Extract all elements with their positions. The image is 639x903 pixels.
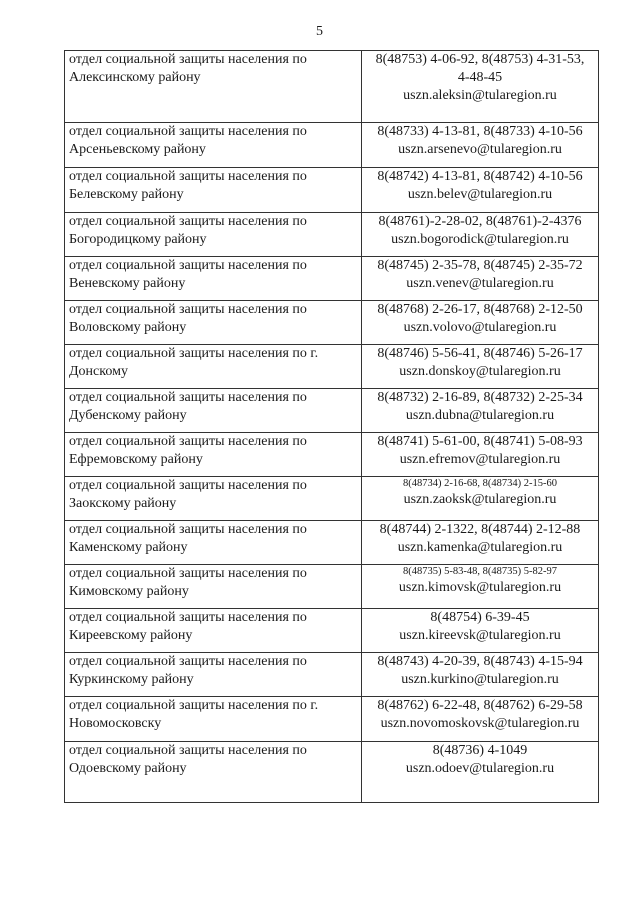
contact-cell [362, 345, 599, 389]
phone-numbers: 8(48741) 5-61-00, 8(48741) 5-08-93 [377, 434, 583, 449]
department-cell [65, 653, 362, 697]
table-row [65, 257, 599, 301]
email-address: uszn.kireevsk@tularegion.ru [399, 628, 561, 643]
district-name: Куркинскому району [69, 672, 194, 687]
email-address: uszn.dubna@tularegion.ru [405, 408, 555, 423]
email-address: uszn.kamenka@tularegion.ru [397, 540, 563, 555]
email-address: uszn.efremov@tularegion.ru [399, 452, 561, 467]
department-cell [65, 301, 362, 345]
phone-numbers: 8(48754) 6-39-45 [430, 610, 530, 625]
district-name: Богородицкому району [69, 232, 207, 247]
contact-cell [362, 433, 599, 477]
phone-numbers: 8(48736) 4-1049 [432, 743, 528, 758]
department-name: отдел социальной защиты населения по [69, 522, 307, 537]
district-name: Донскому [69, 364, 128, 379]
table-row [65, 433, 599, 477]
contacts-table [64, 50, 599, 803]
department-cell [65, 345, 362, 389]
department-cell [65, 51, 362, 123]
table-row [65, 301, 599, 345]
district-name: Заокскому району [69, 496, 177, 511]
department-name: отдел социальной защиты населения по [69, 478, 307, 493]
email-address: uszn.donskoy@tularegion.ru [399, 364, 561, 379]
contact-cell [362, 653, 599, 697]
department-name: отдел социальной защиты населения по [69, 654, 307, 669]
department-name: отдел социальной защиты населения по [69, 434, 307, 449]
contact-cell [362, 609, 599, 653]
email-address: uszn.belev@tularegion.ru [407, 187, 553, 202]
email-address: uszn.venev@tularegion.ru [406, 276, 554, 291]
district-name: Одоевскому району [69, 761, 187, 776]
district-name: Алексинскому району [69, 70, 201, 85]
department-cell [65, 168, 362, 213]
department-cell [65, 257, 362, 301]
contact-cell [362, 477, 599, 521]
table-row [65, 565, 599, 609]
phone-numbers: 8(48732) 2-16-89, 8(48732) 2-25-34 [377, 390, 583, 405]
table-row [65, 123, 599, 168]
contact-cell [362, 565, 599, 609]
phone-numbers: 4-48-45 [457, 70, 503, 85]
department-name: отдел социальной защиты населения по г. [69, 698, 319, 713]
contact-cell [362, 521, 599, 565]
contact-cell [362, 123, 599, 168]
department-cell [65, 433, 362, 477]
email-address: uszn.aleksin@tularegion.ru [403, 88, 557, 103]
department-name: отдел социальной защиты населения по [69, 566, 307, 581]
department-name: отдел социальной защиты населения по [69, 610, 307, 625]
district-name: Киреевскому району [69, 628, 193, 643]
contact-cell [362, 697, 599, 742]
district-name: Дубенскому району [69, 408, 187, 423]
department-name: отдел социальной защиты населения по [69, 302, 307, 317]
department-cell [65, 609, 362, 653]
district-name: Арсеньевскому району [69, 142, 206, 157]
department-cell [65, 123, 362, 168]
contacts-table-body [65, 51, 599, 803]
email-address: uszn.novomoskovsk@tularegion.ru [380, 716, 580, 731]
department-name: отдел социальной защиты населения по [69, 124, 307, 139]
department-name: отдел социальной защиты населения по [69, 743, 307, 758]
phone-numbers: 8(48753) 4-06-92, 8(48753) 4-31-53, [375, 52, 585, 67]
department-name: отдел социальной защиты населения по [69, 214, 307, 229]
district-name: Каменскому району [69, 540, 188, 555]
email-address: uszn.kimovsk@tularegion.ru [398, 580, 562, 595]
phone-numbers: 8(48761)-2-28-02, 8(48761)-2-4376 [378, 214, 582, 229]
department-cell [65, 389, 362, 433]
page-number: 5 [316, 24, 323, 39]
email-address: uszn.volovo@tularegion.ru [403, 320, 557, 335]
contact-cell [362, 168, 599, 213]
district-name: Ефремовскому району [69, 452, 203, 467]
phone-numbers: 8(48746) 5-56-41, 8(48746) 5-26-17 [377, 346, 583, 361]
email-address: uszn.zaoksk@tularegion.ru [403, 492, 557, 507]
email-address: uszn.bogorodick@tularegion.ru [391, 232, 569, 247]
email-address: uszn.arsenevo@tularegion.ru [398, 142, 562, 157]
table-row [65, 697, 599, 742]
table-row [65, 168, 599, 213]
department-name: отдел социальной защиты населения по [69, 52, 307, 67]
contact-cell [362, 257, 599, 301]
department-name: отдел социальной защиты населения по г. [69, 346, 319, 361]
table-row [65, 477, 599, 521]
district-name: Кимовскому району [69, 584, 189, 599]
district-name: Воловскому району [69, 320, 187, 335]
department-cell [65, 565, 362, 609]
department-name: отдел социальной защиты населения по [69, 390, 307, 405]
phone-numbers: 8(48743) 4-20-39, 8(48743) 4-15-94 [377, 654, 583, 669]
department-cell [65, 521, 362, 565]
contact-cell [362, 301, 599, 345]
phone-numbers: 8(48744) 2-1322, 8(48744) 2-12-88 [379, 522, 581, 537]
contact-cell [362, 389, 599, 433]
phone-numbers: 8(48734) 2-16-68, 8(48734) 2-15-60 [403, 478, 557, 489]
email-address: uszn.odoev@tularegion.ru [405, 761, 555, 776]
department-cell [65, 477, 362, 521]
phone-numbers: 8(48745) 2-35-78, 8(48745) 2-35-72 [377, 258, 583, 273]
table-row [65, 609, 599, 653]
email-address: uszn.kurkino@tularegion.ru [401, 672, 559, 687]
phone-numbers: 8(48735) 5-83-48, 8(48735) 5-82-97 [403, 566, 557, 577]
table-row [65, 389, 599, 433]
department-cell [65, 742, 362, 803]
contact-cell [362, 742, 599, 803]
department-name: отдел социальной защиты населения по [69, 258, 307, 273]
department-cell [65, 697, 362, 742]
phone-numbers: 8(48768) 2-26-17, 8(48768) 2-12-50 [377, 302, 583, 317]
department-name: отдел социальной защиты населения по [69, 169, 307, 184]
contact-cell [362, 51, 599, 123]
table-row [65, 213, 599, 257]
table-row [65, 521, 599, 565]
contact-cell [362, 213, 599, 257]
table-row [65, 345, 599, 389]
district-name: Веневскому району [69, 276, 186, 291]
phone-numbers: 8(48762) 6-22-48, 8(48762) 6-29-58 [377, 698, 583, 713]
district-name: Новомосковску [69, 716, 162, 731]
table-row [65, 742, 599, 803]
phone-numbers: 8(48742) 4-13-81, 8(48742) 4-10-56 [377, 169, 583, 184]
district-name: Белевскому району [69, 187, 184, 202]
table-row [65, 653, 599, 697]
table-row [65, 51, 599, 123]
department-cell [65, 213, 362, 257]
phone-numbers: 8(48733) 4-13-81, 8(48733) 4-10-56 [377, 124, 583, 139]
